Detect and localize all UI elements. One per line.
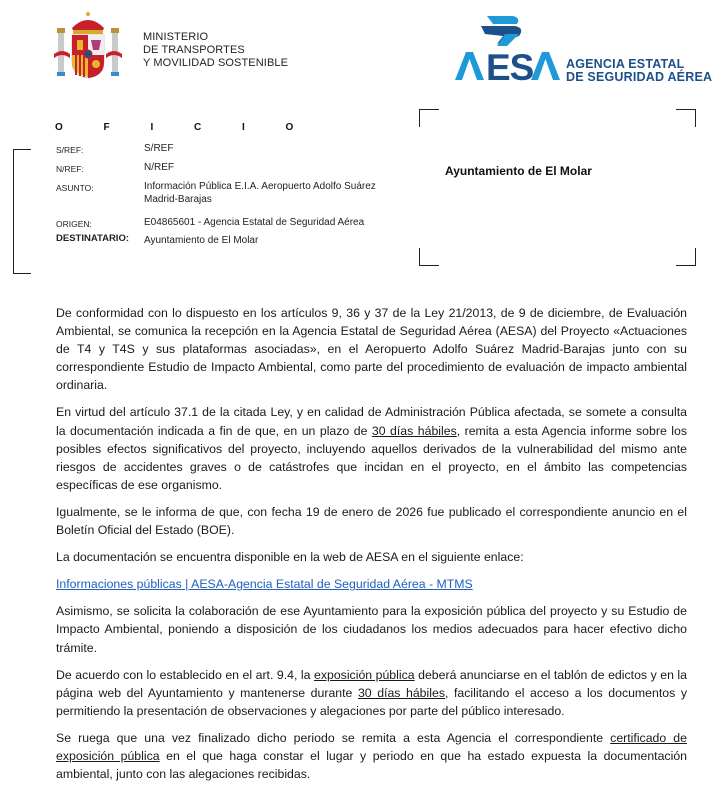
- origen-value: E04865601 - Agencia Estatal de Seguridad Aérea: [144, 217, 365, 228]
- agency-name-line-1: AGENCIA ESTATAL: [566, 57, 685, 71]
- recipient-address: Ayuntamiento de El Molar: [445, 164, 592, 178]
- ministry-line-2: DE TRANSPORTES: [143, 44, 245, 56]
- ministry-line-3: Y MOVILIDAD SOSTENIBLE: [143, 57, 289, 69]
- paragraph-3: Igualmente, se le informa de que, con fecha 19 de enero de 2026 fue publicado el correspondiente anuncio en el Boletín Oficial del Estado (BOE).: [56, 504, 687, 538]
- paragraph-2-text-a: En virtud del artículo 37.1 de la citada Ley, y en calidad de Administración Pública afectada, se somete a consulta la documentación indicada a fin de que, en un plazo de: [56, 405, 687, 438]
- paragraph-4: La documentación se encuentra disponible en la web de AESA en el siguiente enlace:: [56, 550, 524, 565]
- asunto-label: ASUNTO:: [56, 183, 94, 193]
- paragraph-1: De conformidad con lo dispuesto en los artículos 9, 36 y 37 de la Ley 21/2013, de 9 de diciembre, de Evaluación Ambiental, se comunica la recepción en la Agencia Estatal de Seguridad Aérea (AESA) del Proyecto «Actuaciones de T4 y T4S y sus plataformas asociadas», en el Aeropuerto Adolfo Suárez Madrid-Barajas junto con su correspondiente Estudio de Impacto Ambiental, como parte del procedimiento de evaluación de impacto ambiental ordinaria.: [56, 306, 687, 393]
- address-window-corner-bottom-left: [419, 248, 439, 266]
- certificado-exposicion-underlined: certificado de exposición pública: [56, 730, 687, 763]
- paragraph-7: [56, 729, 687, 783]
- s-ref-label: S/REF:: [56, 145, 84, 155]
- origen-label: ORIGEN:: [56, 219, 92, 229]
- deadline-30-days: 30 días hábiles: [371, 423, 457, 438]
- ministry-name: [143, 31, 288, 70]
- paragraph-5: Asimismo, se solicita la colaboración de ese Ayuntamiento para la exposición pública del proyecto y su Estudio de Impacto Ambiental, poniendo a disposición de los ciudadanos los medios adecuados para hacer efectivo dicho trámite.: [56, 604, 687, 655]
- destinatario-value: Ayuntamiento de El Molar: [144, 235, 259, 246]
- paragraph-7-text-b: en el que haga constar el lugar y periodo en que ha estado expuesta la documentación ambiental, junto con las alegaciones recibidas.: [56, 748, 687, 782]
- paragraph-6-text-a: De acuerdo con lo establecido en el art. 9.4, la: [56, 667, 315, 682]
- aesa-logo: [453, 12, 563, 82]
- n-ref-label: N/REF:: [56, 164, 84, 174]
- address-window-corner-top-right: [676, 109, 696, 127]
- paragraph-6-text-b: deberá anunciarse en el tablón de edictos y en la página web del Ayuntamiento y mantenerse durante: [56, 667, 687, 700]
- deadline-30-days-exposure: 30 días hábiles: [357, 685, 445, 700]
- asunto-value: Información Pública E.I.A. Aeropuerto Adolfo Suárez Madrid-Barajas: [144, 181, 376, 205]
- agency-name-line-2: DE SEGURIDAD AÉREA: [566, 70, 713, 84]
- paragraph-link: [56, 575, 687, 593]
- ministry-line-1: MINISTERIO: [143, 31, 209, 43]
- address-window-corner-bottom-right: [676, 248, 696, 266]
- spain-coat-of-arms-logo: [54, 10, 122, 82]
- address-window-corner-top-left: [419, 109, 439, 127]
- n-ref-value: N/REF: [144, 162, 174, 173]
- paragraph-6-text-c: , facilitando el acceso a los documentos y permitiendo la presentación de observaciones y alegaciones por parte del público interesado.: [56, 685, 687, 718]
- paragraph-6: [56, 666, 687, 720]
- destinatario-label: DESTINATARIO:: [56, 233, 130, 244]
- aesa-wing-icon: [453, 12, 563, 82]
- paragraph-7-text-a: Se ruega que una vez finalizado dicho periodo se remita a esta Agencia el correspondiente: [56, 730, 611, 745]
- exposicion-publica-underlined: exposición pública: [314, 667, 415, 682]
- document-type-heading: O F I C I O: [55, 122, 313, 133]
- paragraph-2: [56, 403, 687, 493]
- left-bracket-divider: [13, 149, 31, 274]
- letter-body: [56, 304, 687, 792]
- paragraph-2-text-b: , remita a esta Agencia informe sobre los posibles efectos significativos del proyecto, incluyendo aquellos derivados de la vulnerabilidad del mismo ante riesgos de accidentes graves o de catástrofes que incidan en el proyecto, en el ámbito las competencias específicas de ese organismo.: [56, 423, 687, 492]
- s-ref-value: S/REF: [144, 143, 174, 154]
- svg-text:ES: ES: [486, 47, 534, 82]
- aesa-agency-name: [566, 58, 712, 84]
- informaciones-publicas-link[interactable]: Informaciones públicas | AESA-Agencia Estatal de Seguridad Aérea - MTMS: [56, 577, 473, 592]
